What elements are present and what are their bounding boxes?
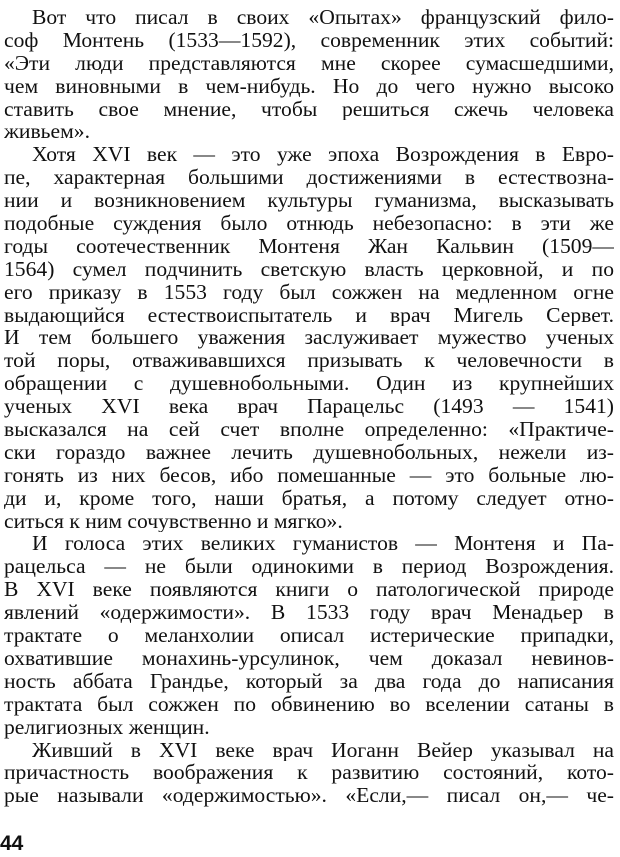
text-line: живьем».	[4, 120, 90, 144]
text-line: причастность воображения к развитию состояний, кото-	[4, 761, 614, 785]
text-line: трактате о меланхолии описал истерические припадки,	[4, 624, 614, 647]
text-line: той поры, отваживавшихся призывать к человечности в	[4, 349, 614, 373]
text-line: чем виновными в чем-нибудь. Но до чего нужно высоко	[4, 74, 614, 98]
text-line: ски гораздо важнее лечить душевнобольных, нежели из-	[4, 440, 614, 464]
text-line: подобные суждения было отнюдь небезопасно: в эти же	[4, 212, 614, 235]
text-line: «Эти люди представляются мне скорее сумасшедшими,	[4, 51, 614, 75]
text-line: явлений «одержимости». В 1533 году врач Менадьер в	[4, 601, 614, 625]
text-line: выдающийся естествоиспытатель и врач Мигель Сервет.	[4, 303, 614, 327]
text-line: ди и, кроме того, наши братья, а потому следует отно-	[4, 486, 614, 510]
text-line: его приказу в 1553 году был сожжен на медленном огне	[4, 280, 614, 304]
text-line: И тем большего уважения заслуживает мужество ученых	[4, 326, 614, 350]
text-line: гонять из них бесов, ибо помешанные — это больные лю-	[4, 463, 614, 487]
text-line: ставить свое мнение, чтобы решиться сжечь человека	[4, 97, 614, 121]
text-line: ность аббата Грандье, который за два года до написания	[4, 669, 614, 693]
text-line: В XVI веке появляются книги о патологической природе	[4, 578, 614, 602]
text-line: ученых XVI века врач Парацельс (1493 — 1541)	[4, 395, 614, 419]
text-line: охватившие монахинь-урсулинок, чем доказал невинов-	[4, 646, 614, 670]
page-number: 44	[0, 832, 24, 855]
text-line: ситься к ним сочувственно и мягко».	[4, 509, 343, 533]
text-line: Хотя XVI век — это уже эпоха Возрождения в Евро-	[32, 143, 614, 167]
text-line: рые называли «одержимостью». «Если,— писал он,— че-	[4, 784, 614, 808]
text-line: нии и возникновением культуры гуманизма, высказывать	[4, 189, 614, 213]
text-line: Вот что писал в своих «Опытах» французский фило-	[32, 6, 614, 29]
text-line: И голоса этих великих гуманистов — Монтеня и Па-	[32, 532, 614, 556]
body-text	[4, 6, 614, 807]
text-line: трактата был сожжен по обвинению во вселении сатаны в	[4, 692, 614, 716]
text-line: рацельса — не были одинокими в период Возрождения.	[4, 555, 614, 579]
text-line: 1564) сумел подчинить светскую власть церковной, и по	[4, 257, 614, 281]
text-line: Живший в XVI веке врач Иоганн Вейер указывал на	[32, 738, 614, 762]
text-line: обращении с душевнобольными. Один из крупнейших	[4, 372, 614, 396]
text-line: высказался на сей счет вполне определенно: «Практиче-	[4, 418, 614, 441]
text-line: соф Монтень (1533—1592), современник этих событий:	[4, 28, 614, 52]
text-line: годы соотечественник Монтеня Жан Кальвин (1509—	[4, 234, 614, 258]
text-line: пе, характерная большими достижениями в естествозна-	[4, 166, 614, 190]
text-line: религиозных женщин.	[4, 715, 210, 739]
